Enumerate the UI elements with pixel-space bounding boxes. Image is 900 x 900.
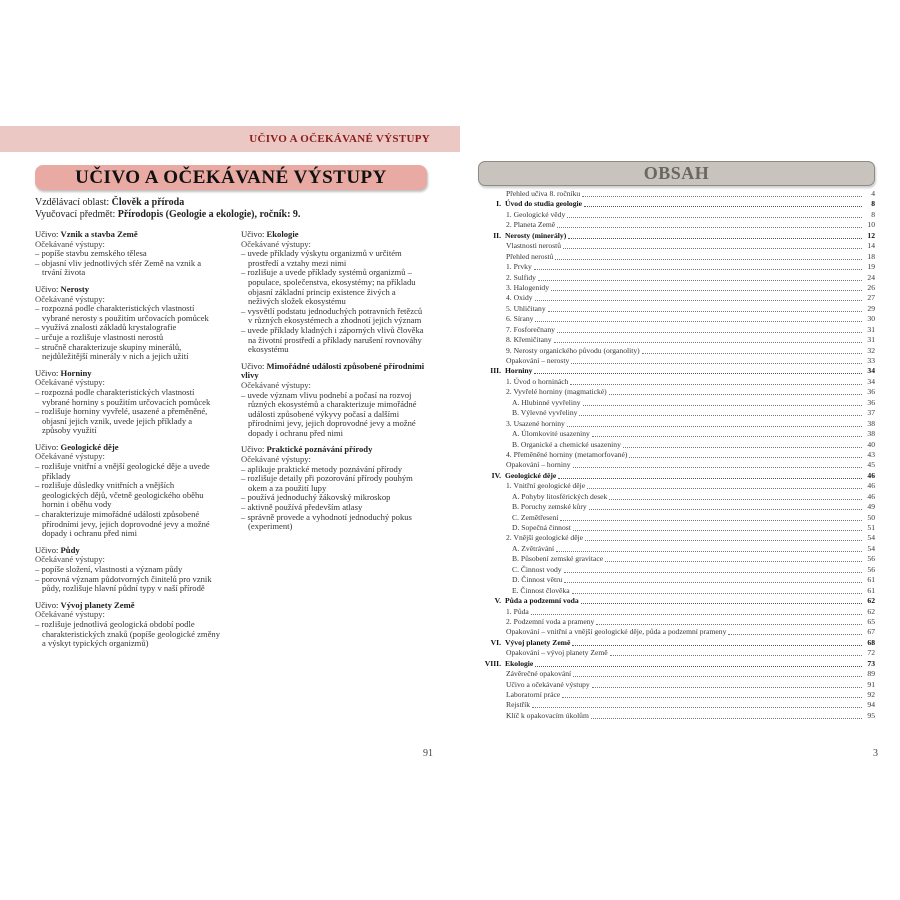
page-title-text: UČIVO A OČEKÁVANÉ VÝSTUPY (75, 167, 387, 188)
toc-leader (567, 426, 862, 427)
toc-page-number: 12 (867, 230, 875, 240)
toc-chapter-number: I. (496, 199, 501, 209)
toc-entry-text: Úvod do studia geologie (505, 199, 583, 209)
toc-page-number: 51 (867, 523, 875, 532)
toc-page-number: 10 (867, 220, 875, 230)
toc-page-number: 68 (867, 637, 875, 647)
toc-page-number: 8 (871, 209, 875, 219)
toc-chapter-number: IV. (491, 470, 501, 480)
section-topic: Mimořádné události způsobené přírodními vlivy (241, 360, 425, 381)
toc-leader (571, 363, 862, 364)
toc-leader (584, 206, 862, 207)
outcome-item: – rozpozná podle charakteristických vlastností vybrané horniny s použitím určovacích pomůcek (35, 388, 221, 407)
section-prefix: Učivo: (35, 367, 59, 378)
toc-entry-row (479, 544, 875, 554)
toc-entry-text: 2. Sulfidy (506, 272, 536, 282)
section-subheading: Očekávané výstupy: (35, 293, 105, 304)
toc-entry-text: Opakování – vnitřní a vnější geologické děje, půda a podzemní prameny (506, 627, 727, 637)
header-band (0, 126, 460, 152)
toc-chapter-row (479, 231, 875, 241)
section-prefix: Učivo: (35, 599, 59, 610)
toc-entry-text: Závěrečné opakování (506, 669, 572, 679)
toc-entry-text: 6. Sírany (506, 314, 534, 324)
toc-entry-row (479, 377, 875, 387)
curriculum-section (241, 445, 427, 531)
toc-entry-text: Vlastnosti nerostů (506, 241, 562, 251)
toc-leader (534, 269, 862, 270)
toc-entry-row (479, 565, 875, 575)
toc-entry-text: Geologické děje (505, 470, 557, 480)
toc-leader (534, 373, 862, 374)
toc-entry-row (479, 513, 875, 523)
toc-entry-text: Půda a podzemní voda (505, 596, 579, 606)
toc-entry-row (479, 690, 875, 700)
section-prefix: Učivo: (35, 229, 59, 239)
outcome-list (35, 620, 221, 649)
toc-leader (551, 290, 862, 291)
toc-entry-row (479, 669, 875, 679)
toc-entry-row (479, 460, 875, 470)
meta-value: Přírodopis (Geologie a ekologie), ročník: 9. (117, 209, 301, 220)
toc-entry-text: 1. Geologické vědy (506, 209, 566, 219)
toc-leader (570, 384, 862, 385)
toc-entry-text: Laboratorní práce (506, 690, 561, 699)
toc-leader (567, 217, 862, 218)
toc-entry-row (479, 680, 875, 690)
toc-page-number: 46 (867, 491, 875, 501)
toc-page-number: 31 (867, 335, 875, 345)
outcome-list (35, 304, 221, 362)
toc-page-number: 34 (867, 376, 875, 386)
toc-page-number: 45 (867, 460, 875, 470)
toc-leader (592, 436, 862, 437)
toc-page-number: 89 (867, 669, 875, 679)
toc-entry-row (479, 335, 875, 345)
toc-page-number: 29 (867, 303, 875, 313)
toc-entry-row (479, 450, 875, 460)
toc-page-number: 36 (867, 387, 875, 397)
toc-entry-text: D. Činnost větru (512, 575, 563, 585)
outcome-item: – stručně charakterizuje skupiny minerálů, nejdůležitější minerály v nich a jejich užití (35, 343, 221, 362)
toc-page-number: 40 (867, 439, 875, 449)
curriculum-section (35, 601, 221, 649)
toc-entry-text: 2. Planeta Země (506, 220, 556, 230)
section-prefix: Učivo: (35, 544, 59, 555)
section-subheading: Očekávané výstupy: (35, 238, 105, 249)
toc-leader (538, 280, 862, 281)
page-number-right: 3 (873, 748, 878, 759)
outcome-item: – určuje a rozlišuje vlastnosti nerostů (35, 333, 221, 343)
section-topic: Nerosty (60, 283, 90, 294)
toc-leader (605, 561, 862, 562)
curriculum-section (241, 230, 427, 355)
toc-entry-text: 3. Halogenidy (506, 282, 550, 292)
outcome-item: – popíše složení, vlastnosti a význam půdy (35, 565, 221, 575)
page-number-left: 91 (423, 748, 433, 759)
toc-chapter-row (479, 638, 875, 648)
toc-page-number: 56 (867, 564, 875, 574)
toc-page-number: 72 (867, 648, 875, 658)
outcome-item: – uvede příklady kladných i záporných vlivů člověka na životní prostředí a příklady narušení rovnováhy ekosystému (241, 326, 427, 355)
toc-page-number: 56 (867, 554, 875, 564)
toc-leader (568, 238, 862, 239)
toc-entry-row (479, 429, 875, 439)
toc-entry-text: B. Organické a chemické usazeniny (512, 439, 621, 449)
toc-leader (585, 540, 862, 541)
toc-leader (532, 707, 862, 708)
toc-page-number: 46 (867, 470, 875, 480)
toc-entry-row (479, 356, 875, 366)
toc-entry-row (479, 481, 875, 491)
toc-page-number: 38 (867, 418, 875, 428)
outcome-item: – používá jednoduchý žákovský mikroskop (241, 493, 427, 503)
toc-page-number: 24 (867, 272, 875, 282)
toc-entry-text: Nerosty (minerály) (505, 230, 567, 240)
toc-entry-row (479, 575, 875, 585)
toc-leader (592, 687, 862, 688)
toc-entry-text: Ekologie (505, 658, 534, 668)
section-heading (241, 362, 427, 381)
outcome-item: – uvede příklady výskytu organizmů v určitém prostředí a vztahy mezi nimi (241, 249, 427, 268)
toc-page-number: 19 (867, 262, 875, 272)
toc-chapter-row (479, 471, 875, 481)
outcome-item: – využívá znalosti základů krystalografie (35, 323, 221, 333)
toc-page-number: 67 (867, 627, 875, 637)
section-topic: Vznik a stavba Země (60, 229, 138, 239)
toc-entry-text: C. Činnost vody (512, 564, 562, 574)
toc-entry-row (479, 533, 875, 543)
toc-entry-text: Opakování – vývoj planety Země (506, 648, 608, 658)
toc-page-number: 54 (867, 543, 875, 553)
toc-leader (572, 645, 862, 646)
section-topic: Ekologie (266, 229, 299, 239)
outcome-item: – aplikuje praktické metody poznávání přírody (241, 465, 427, 475)
toc-page-number: 38 (867, 429, 875, 439)
toc-entry-text: 2. Vnější geologické děje (506, 533, 584, 543)
toc-leader (573, 676, 862, 677)
meta-area (35, 197, 184, 208)
toc-page-number: 43 (867, 449, 875, 459)
toc-entry-text: Přehled nerostů (506, 251, 554, 261)
section-subheading: Očekávané výstupy: (35, 377, 105, 388)
outcome-list (35, 565, 221, 594)
page-title (35, 165, 427, 190)
outcome-item: – objasní vliv jednotlivých sfér Země na vznik a trvání života (35, 259, 221, 278)
toc-page-number: 62 (867, 596, 875, 606)
meta-label: Vyučovací předmět: (35, 209, 116, 220)
toc-entry-text: 2. Podzemní voda a prameny (506, 616, 595, 626)
toc-page-number: 14 (867, 241, 875, 251)
header-band-text: UČIVO A OČEKÁVANÉ VÝSTUPY (249, 133, 430, 145)
toc-title (478, 161, 875, 186)
outcome-item: – rozlišuje důsledky vnitřních a vnějších geologických dějů, včetně geologického oběhu hornin i oběhu vody (35, 481, 221, 510)
outcome-item: – rozlišuje detaily při pozorování přírody pouhým okem a za použití lupy (241, 474, 427, 493)
curriculum-column-right (241, 230, 427, 539)
section-topic: Půdy (60, 544, 80, 555)
toc-page-number: 30 (867, 314, 875, 324)
outcome-item: – správně provede a vyhodnotí jednoduchý pokus (experiment) (241, 513, 427, 532)
toc-page-number: 94 (867, 700, 875, 710)
toc-entry-text: 8. Křemičitany (506, 335, 552, 345)
toc-page-number: 46 (867, 481, 875, 491)
toc-page-number: 34 (867, 366, 875, 376)
toc-entry-text: A. Zvětrávání (512, 543, 555, 553)
outcome-list (241, 249, 427, 355)
toc-leader (558, 478, 862, 479)
section-topic: Geologické děje (60, 441, 119, 452)
section-subheading: Očekávané výstupy: (35, 554, 105, 565)
toc-entry-text: Rejstřík (506, 700, 531, 710)
outcome-item: – rozlišuje horniny vyvřelé, usazené a přeměněné, objasní jejich vznik, uvede jejich příklady a způsoby využití (35, 407, 221, 436)
toc-chapter-number: VI. (490, 637, 501, 647)
toc-leader (572, 593, 862, 594)
toc-entry-row (479, 492, 875, 502)
toc-entry-row (479, 252, 875, 262)
toc-chapter-number: III. (490, 366, 501, 376)
toc-leader (564, 582, 862, 583)
outcome-list (241, 465, 427, 532)
toc-entry-text: B. Působení zemské gravitace (512, 554, 604, 564)
toc-leader (535, 666, 862, 667)
toc-page-number: 31 (867, 324, 875, 334)
section-topic: Horniny (60, 367, 92, 378)
toc-leader (583, 405, 862, 406)
toc-leader (587, 488, 862, 489)
toc-entry-row (479, 241, 875, 251)
section-topic: Vývoj planety Země (60, 599, 135, 610)
toc-leader (557, 332, 862, 333)
toc-leader (556, 551, 862, 552)
toc-page-number: 26 (867, 282, 875, 292)
curriculum-section (35, 369, 221, 436)
toc-chapter-row (479, 366, 875, 376)
toc-page-number: 50 (867, 512, 875, 522)
toc-entry-text: Přehled učiva 8. ročníku (506, 189, 581, 198)
curriculum-section (35, 230, 221, 278)
toc-chapter-number: II. (493, 230, 501, 240)
toc-entry-row (479, 617, 875, 627)
toc-entry-row (479, 554, 875, 564)
toc-page-number: 91 (867, 679, 875, 689)
toc-entry-text: Opakování – nerosty (506, 356, 570, 365)
toc-entry-text: B. Výlevné vyvřeliny (512, 408, 578, 418)
toc-entry-row (479, 586, 875, 596)
toc-entry-row (479, 293, 875, 303)
outcome-item: – charakterizuje mimořádné události způsobené přírodními jevy, jejich doprovodné jevy a možné dopady i ochranu před nimi (35, 510, 221, 539)
toc-leader (554, 342, 862, 343)
toc-leader (535, 321, 862, 322)
toc-leader (623, 447, 862, 448)
toc-leader (531, 614, 862, 615)
toc-page-number: 62 (867, 606, 875, 616)
toc-page-number: 33 (867, 356, 875, 365)
toc-entry-text: Učivo a očekávané výstupy (506, 679, 590, 689)
section-topic: Praktické poznávání přírody (266, 444, 373, 455)
outcome-item: – uvede význam vlivu podnebí a počasí na rozvoj různých ekosystémů a charakterizuje mimořádné události způsobené výkyvy počasí a dalšími přírodními jevy, jejich doprovodné jevy a možné dopady i ochranu před nimi (241, 391, 427, 439)
toc-chapter-row (479, 659, 875, 669)
toc-entry-text: E. Činnost člověka (512, 585, 570, 595)
section-subheading: Očekávané výstupy: (241, 379, 311, 390)
toc-entry-text: 4. Přeměněné horniny (metamorfované) (506, 449, 628, 459)
toc-leader (610, 655, 862, 656)
section-subheading: Očekávané výstupy: (241, 238, 311, 249)
toc-entry-row (479, 346, 875, 356)
toc-entry-text: A. Úlomkovité usazeniny (512, 429, 590, 439)
toc-entry-text: B. Poruchy zemské kůry (512, 502, 587, 512)
toc-leader (548, 311, 862, 312)
toc-leader (591, 718, 862, 719)
right-page (465, 0, 900, 900)
toc-leader (563, 248, 862, 249)
toc-leader (596, 624, 862, 625)
toc-entry-text: Klíč k opakovacím úkolům (506, 710, 589, 720)
toc-entry-text: Vývoj planety Země (505, 637, 571, 647)
outcome-item: – popíše stavbu zemského tělesa (35, 249, 221, 259)
outcome-item: – aktivně používá především atlasy (241, 503, 427, 513)
toc-entry-text: 1. Půda (506, 606, 529, 616)
meta-subject (35, 209, 300, 220)
toc-leader (535, 300, 862, 301)
toc-entry-text: 1. Vnitřní geologické děje (506, 481, 586, 491)
toc-entry-text: Opakování – horniny (506, 460, 571, 470)
toc-leader (609, 394, 862, 395)
toc-entry-text: 3. Usazené horniny (506, 418, 565, 428)
toc-entry-text: A. Pohyby litosférických desek (512, 491, 608, 501)
toc-entry-row (479, 627, 875, 637)
toc-leader (564, 572, 862, 573)
toc-entry-row (479, 700, 875, 710)
toc-entry-row (479, 262, 875, 272)
outcome-list (35, 462, 221, 539)
toc-entry-text: 1. Prvky (506, 262, 532, 272)
section-prefix: Učivo: (35, 283, 59, 294)
toc-leader (589, 509, 862, 510)
toc-entry-row (479, 189, 875, 199)
outcome-item: – rozlišuje jednotlivá geologická období podle charakteristických znaků (popíše geologické změny a výskyt typických organizmů) (35, 620, 221, 649)
section-subheading: Očekávané výstupy: (35, 451, 105, 462)
toc-page-number: 54 (867, 533, 875, 543)
toc-entry-text: A. Hlubinné vyvřeliny (512, 397, 581, 407)
toc-leader (573, 530, 862, 531)
meta-label: Vzdělávací oblast: (35, 197, 110, 208)
toc-entry-text: 7. Fosforečnany (506, 324, 555, 334)
toc-entry-row (479, 273, 875, 283)
toc-entry-text: Horniny (505, 366, 533, 376)
toc-entry-row (479, 283, 875, 293)
curriculum-section (35, 443, 221, 539)
toc-entry-row (479, 419, 875, 429)
toc-entry-row (479, 220, 875, 230)
toc-leader (562, 697, 862, 698)
toc-page-number: 18 (867, 251, 875, 261)
toc-page-number: 61 (867, 585, 875, 595)
toc-leader (560, 520, 862, 521)
outcome-list (35, 249, 221, 278)
toc-entry-row (479, 325, 875, 335)
toc-page-number: 95 (867, 710, 875, 720)
outcome-item: – rozlišuje a uvede příklady systémů organizmů – populace, společenstva, ekosystémy; na příkladu objasní základní princip existence živých a neživých složek ekosystému (241, 268, 427, 306)
section-prefix: Učivo: (35, 441, 59, 452)
curriculum-column-left (35, 230, 221, 656)
toc-page-number: 32 (867, 345, 875, 355)
toc-page-number: 61 (867, 575, 875, 585)
toc-entry-text: D. Sopečná činnost (512, 523, 571, 532)
toc-entry-row (479, 314, 875, 324)
outcome-item: – rozlišuje vnitřní a vnější geologické děje a uvede příklady (35, 462, 221, 481)
toc-entry-text: 9. Nerosty organického původu (organolity) (506, 345, 640, 355)
outcome-list (241, 391, 427, 439)
toc-entry-row (479, 711, 875, 721)
toc-chapter-row (479, 199, 875, 209)
outcome-list (35, 388, 221, 436)
toc-leader (579, 415, 862, 416)
section-prefix: Učivo: (241, 229, 265, 239)
toc-entry-text: 1. Úvod o horninách (506, 376, 569, 386)
toc-page-number: 4 (871, 189, 875, 198)
toc-entry-row (479, 408, 875, 418)
toc-page-number: 65 (867, 616, 875, 626)
toc-entry-row (479, 523, 875, 533)
toc-entry-row (479, 398, 875, 408)
toc-leader (557, 227, 862, 228)
table-of-contents (479, 189, 875, 721)
toc-leader (609, 499, 862, 500)
toc-entry-row (479, 440, 875, 450)
curriculum-section (35, 285, 221, 362)
section-prefix: Učivo: (241, 360, 265, 371)
toc-page-number: 92 (867, 690, 875, 699)
toc-chapter-number: VIII. (484, 658, 501, 668)
toc-leader (642, 353, 862, 354)
section-subheading: Očekávané výstupy: (241, 454, 311, 465)
outcome-item: – porovná význam půdotvorných činitelů pro vznik půdy, rozlišuje hlavní půdní typy v naší přírodě (35, 575, 221, 594)
curriculum-section (241, 362, 427, 439)
section-prefix: Učivo: (241, 444, 265, 455)
toc-chapter-number: V. (494, 596, 501, 606)
meta-value: Člověk a příroda (111, 197, 185, 208)
outcome-item: – rozpozná podle charakteristických vlastností vybrané nerosty s použitím určovacích pomůcek (35, 304, 221, 323)
toc-page-number: 36 (867, 397, 875, 407)
toc-page-number: 37 (867, 408, 875, 418)
toc-entry-row (479, 210, 875, 220)
toc-entry-text: 5. Uhličitany (506, 303, 546, 313)
toc-page-number: 27 (867, 293, 875, 303)
toc-entry-text: 2. Vyvřelé horniny (magmatické) (506, 387, 607, 397)
curriculum-section (35, 546, 221, 594)
toc-entry-row (479, 607, 875, 617)
toc-page-number: 49 (867, 502, 875, 512)
toc-leader (629, 457, 862, 458)
toc-entry-row (479, 387, 875, 397)
toc-leader (555, 259, 862, 260)
toc-chapter-row (479, 596, 875, 606)
toc-page-number: 73 (867, 658, 875, 668)
toc-entry-row (479, 502, 875, 512)
toc-page-number: 8 (871, 199, 875, 209)
toc-leader (582, 196, 862, 197)
toc-title-text: OBSAH (643, 163, 710, 183)
section-subheading: Očekávané výstupy: (35, 609, 105, 620)
toc-entry-text: C. Zemětřesení (512, 512, 559, 522)
toc-entry-row (479, 304, 875, 314)
outcome-item: – vysvětlí podstatu jednoduchých potravních řetězců v různých ekosystémech a zhodnotí jejich význam (241, 307, 427, 326)
toc-entry-text: 4. Oxidy (506, 293, 533, 303)
toc-leader (728, 634, 862, 635)
toc-entry-row (479, 648, 875, 658)
toc-leader (573, 467, 862, 468)
toc-leader (581, 603, 862, 604)
